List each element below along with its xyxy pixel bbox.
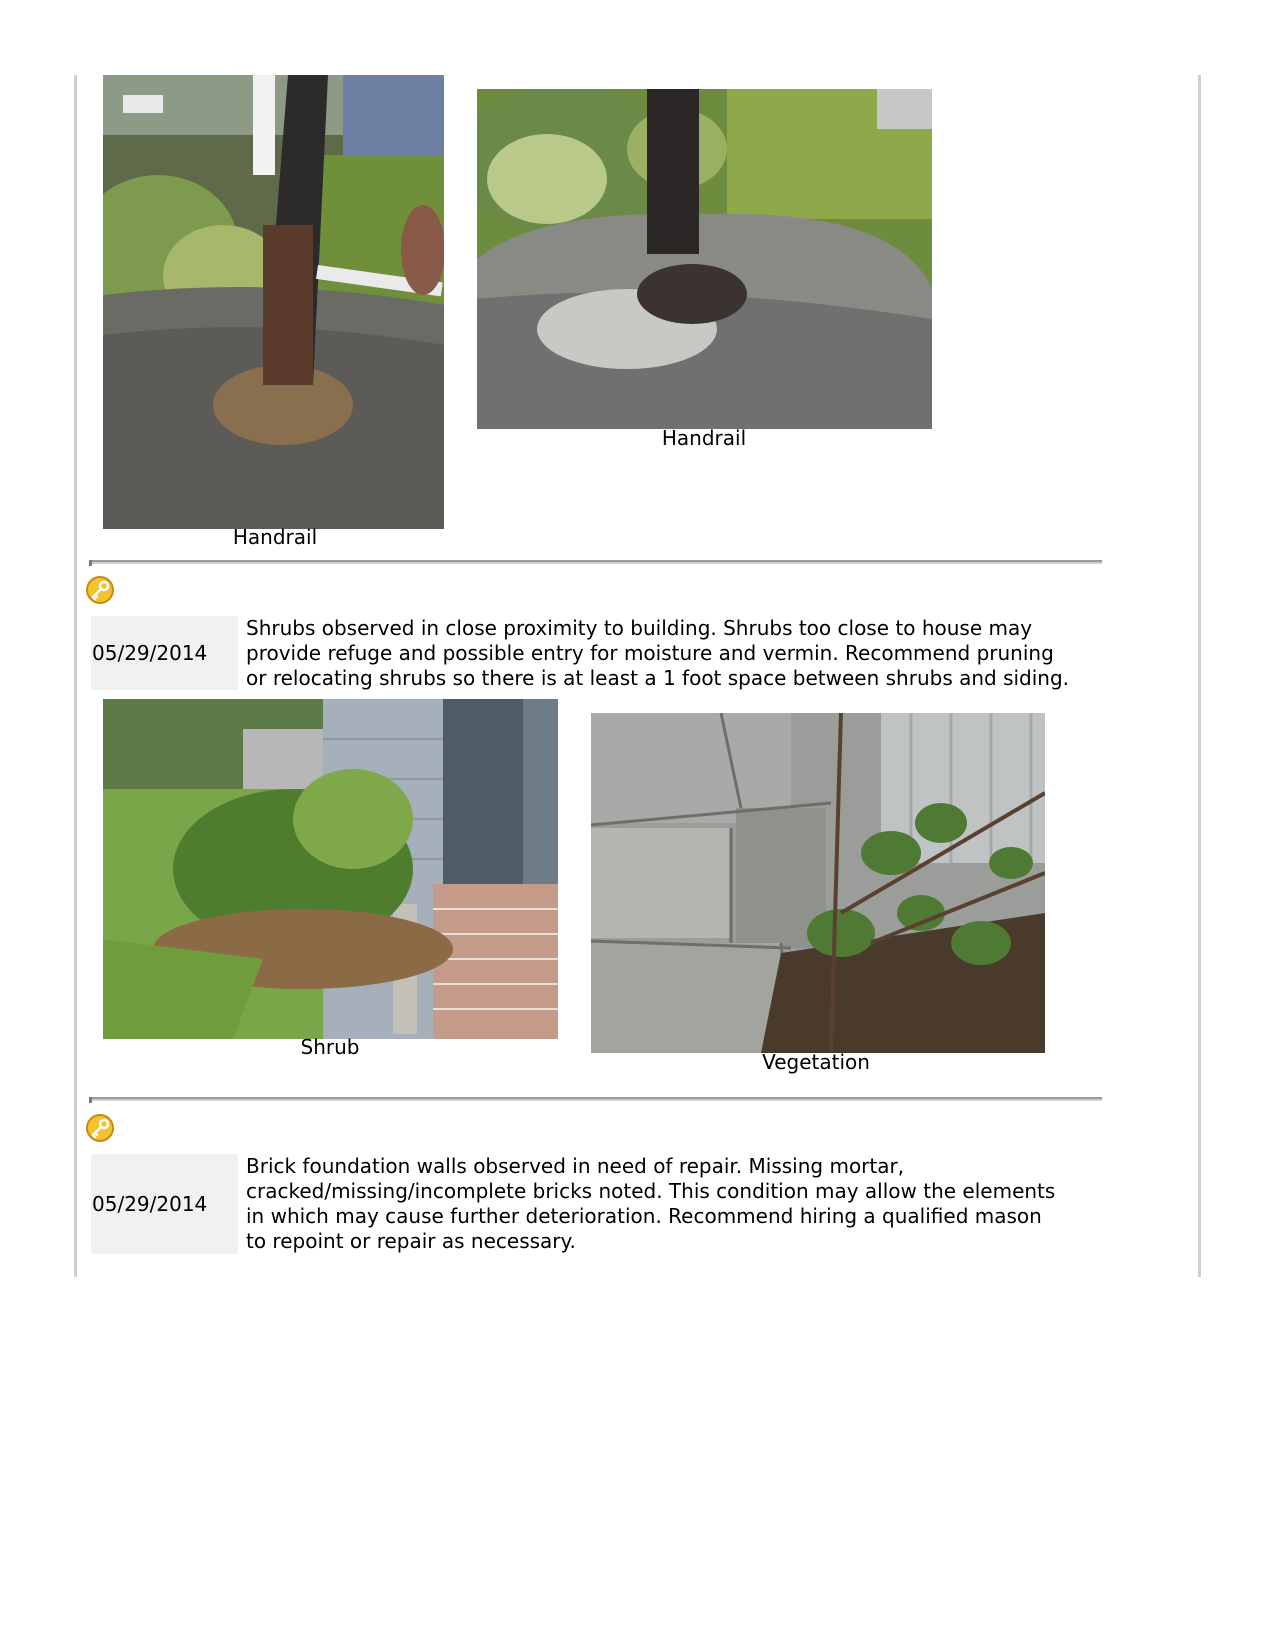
vegetation-caption: Vegetation — [762, 1050, 870, 1074]
handrail-photo-1 — [103, 75, 444, 529]
entry-shrubs — [91, 616, 1106, 690]
handrail-photo-2 — [477, 89, 932, 429]
entry-line: provide refuge and possible entry for moisture and vermin. Recommend pruning — [246, 641, 1054, 665]
shrub-photo — [103, 699, 558, 1039]
maintenance-key-icon — [85, 1113, 115, 1143]
entry-date: 05/29/2014 — [91, 616, 238, 690]
entry-line: Shrubs observed in close proximity to building. Shrubs too close to house may — [246, 616, 1033, 640]
entry-text — [238, 616, 1106, 690]
entry-brick-foundation — [91, 1154, 1106, 1254]
handrail-caption-2: Handrail — [661, 426, 747, 450]
maintenance-key-icon — [85, 575, 115, 605]
shrub-caption: Shrub — [300, 1035, 360, 1059]
vegetation-photo — [591, 713, 1045, 1053]
entry-date: 05/29/2014 — [91, 1154, 238, 1254]
entry-line: to repoint or repair as necessary. — [246, 1229, 576, 1253]
page-frame-left — [74, 75, 77, 1277]
section-divider — [91, 1097, 1102, 1101]
entry-line: cracked/missing/incomplete bricks noted. This condition may allow the elements — [246, 1179, 1056, 1203]
entry-text — [238, 1154, 1106, 1254]
section-divider — [91, 560, 1102, 564]
handrail-caption-1: Handrail — [232, 525, 318, 549]
entry-line: in which may cause further deterioration. Recommend hiring a qualified mason — [246, 1204, 1042, 1228]
page-frame-right — [1198, 75, 1201, 1277]
entry-line: Brick foundation walls observed in need of repair. Missing mortar, — [246, 1154, 905, 1178]
entry-line: or relocating shrubs so there is at least a 1 foot space between shrubs and siding. — [246, 666, 1070, 690]
